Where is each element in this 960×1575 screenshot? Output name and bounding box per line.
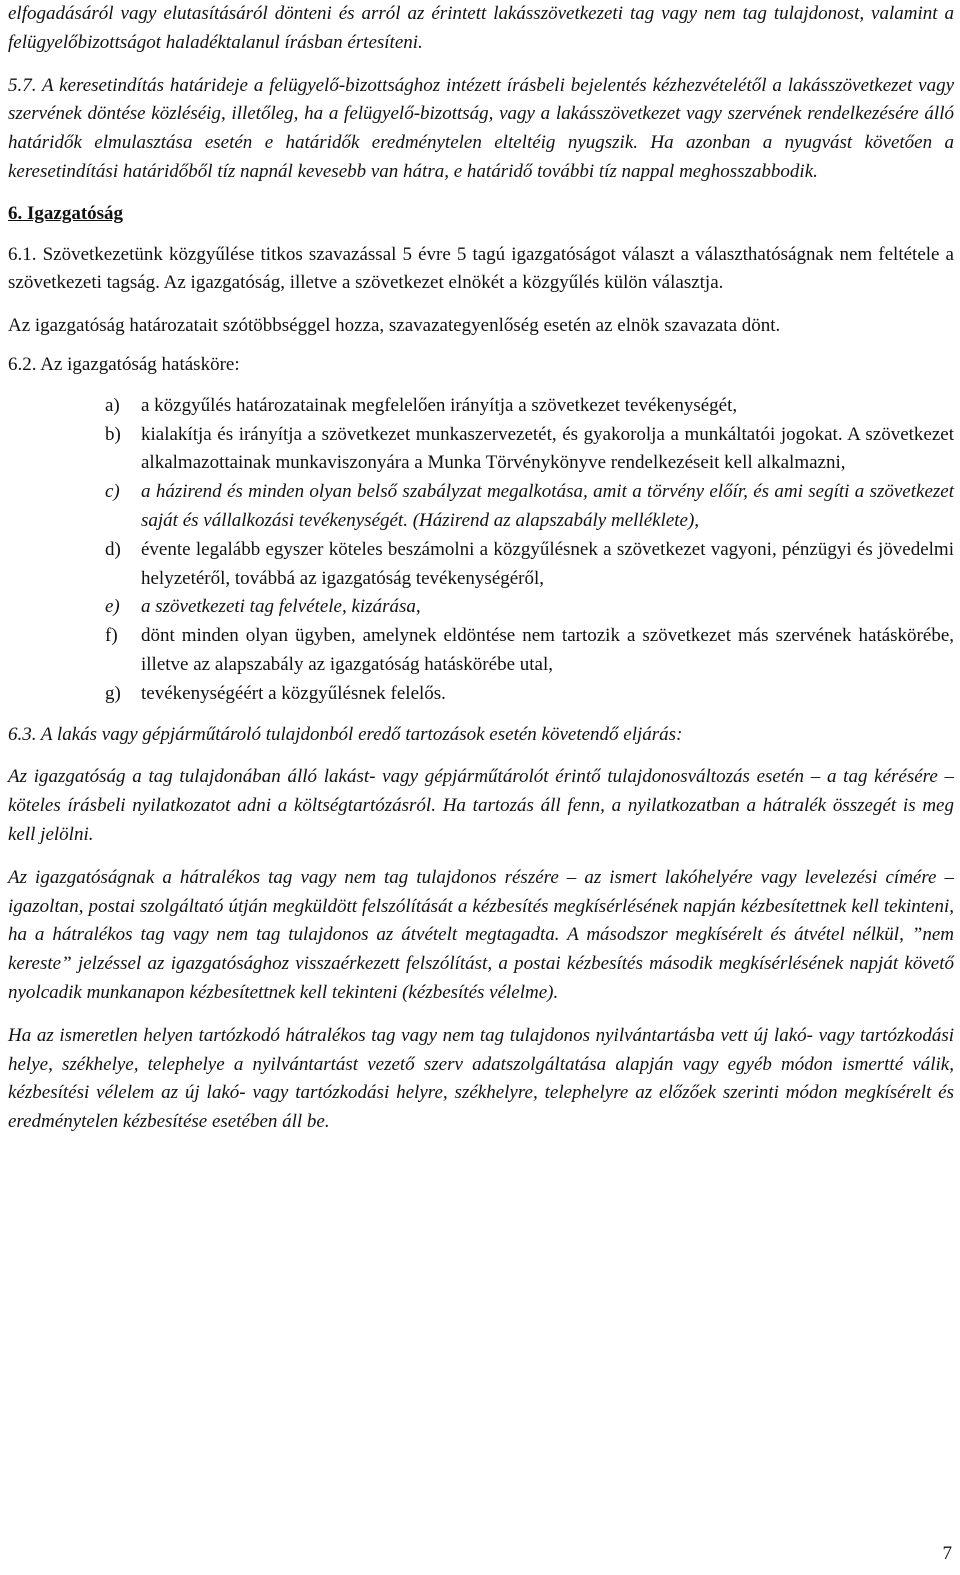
list-item xyxy=(8,536,954,594)
section-6-3-paragraph-3: Ha az ismeretlen helyen tartózkodó hátralékos tag vagy nem tag tulajdonos nyilvántartásba vett új lakó- vagy tartózkodási helye, székhelye, telephelye a nyilvántartást vezető szerv adatszolgáltatása alapján vagy egyéb módon ismertté válik, kézbesítési vélelem az új lakó- vagy tartózkodási helyre, székhelyre, telephelyre az előzőek szerinti módon megkísérelt és eredménytelen kézbesítése esetében áll be. xyxy=(8,1024,954,1133)
section-6-2-intro: 6.2. Az igazgatóság hatásköre: xyxy=(8,353,240,375)
list-item-marker: f) xyxy=(105,625,118,647)
list-item-text: a házirend és minden olyan belső szabályzat megalkotása, amit a törvény előír, és ami segíti a szövetkezet saját és vállalkozási tevékenységét. (Házirend az alapszabály melléklete), xyxy=(141,481,954,531)
page-number: 7 xyxy=(942,1543,952,1564)
list-item xyxy=(8,392,954,421)
section-6-1-paragraph: 6.1. Szövetkezetünk közgyűlése titkos szavazással 5 évre 5 tagú igazgatóságot választ a választhatóságnak nem feltétele a szövetkezeti tagság. Az igazgatóság, illetve a szövetkezet elnökét a közgyűlés külön választja. xyxy=(8,243,954,294)
list-item-text: a közgyűlés határozatainak megfelelően irányítja a szövetkezet tevékenységét, xyxy=(141,394,738,416)
list-item-text: kialakítja és irányítja a szövetkezet munkaszervezetét, és gyakorolja a munkáltatói jogokat. A szövetkezet alkalmazottainak munkaviszonyára a Munka Törvénykönyve rendelkezéseit kell alkalmazni, xyxy=(141,423,954,474)
list-item-marker: b) xyxy=(105,423,121,445)
list-item-marker: c) xyxy=(105,481,120,503)
list-item xyxy=(8,622,954,680)
list-item-text: dönt minden olyan ügyben, amelynek eldöntése nem tartozik a szövetkezet más szervének hatáskörébe, illetve az alapszabály az igazgatóság hatáskörébe utal, xyxy=(141,625,954,675)
section-6-1-voting-paragraph: Az igazgatóság határozatait szótöbbséggel hozza, szavazategyenlőség esetén az elnök szavazata dönt. xyxy=(8,315,781,337)
list-item-marker: d) xyxy=(105,538,121,560)
section-6-heading: 6. Igazgatóság xyxy=(8,202,124,224)
intro-continuation-paragraph: elfogadásáról vagy elutasításáról dönteni és arról az érintett lakásszövetkezeti tag vagy nem tag tulajdonost, valamint a felügyelőbizottságot haladéktalanul írásban értesíteni. xyxy=(8,3,954,53)
list-item xyxy=(8,421,954,479)
list-item xyxy=(8,680,954,709)
board-powers-list xyxy=(8,392,954,709)
section-6-3-paragraph-2: Az igazgatóságnak a hátralékos tag vagy nem tag tulajdonos részére – az ismert lakóhelyére vagy levelezési címére – igazoltan, postai szolgáltató útján megküldött felszólítását a kézbesítés megkísérlésének napján kézbesítettnek kell tekinteni, ha a hátralékos tag vagy nem tag tulajdonos az átvételt megtagadta. A másodszor megkísérelt és átvétel nélkül, ”nem kereste” jelzéssel az igazgatósághoz visszaérkezett felszólítást, a postai kézbesítés második megkísérlésének napját követő nyolcadik munkanapon kézbesítettnek kell tekinteni (kézbesítés vélelme). xyxy=(8,866,954,1003)
list-item-marker: e) xyxy=(105,596,120,618)
document-page xyxy=(8,0,954,1137)
list-item xyxy=(8,593,954,622)
list-item-marker: g) xyxy=(105,682,121,704)
section-6-3-title: 6.3. A lakás vagy gépjárműtároló tulajdonból eredő tartozások esetén követendő eljárás: xyxy=(8,723,683,745)
list-item-text: évente legalább egyszer köteles beszámolni a közgyűlésnek a szövetkezet vagyoni, pénzügyi és jövedelmi helyzetéről, továbbá az igazgatóság tevékenységéről, xyxy=(141,538,954,589)
list-item-marker: a) xyxy=(105,394,120,416)
list-item-text: a szövetkezeti tag felvétele, kizárása, xyxy=(141,596,421,618)
section-5-7-paragraph: 5.7. A keresetindítás határideje a felügyelő-bizottsághoz intézett írásbeli bejelentés kézhezvételétől a lakásszövetkezet vagy szervének döntése közléséig, illetőleg, ha a felügyelő-bizottság, vagy a lakásszövetkezet vagy szervének rendelkezésére álló határidők elmulasztása esetén e határidők eredménytelen elteltéig nyugszik. Ha azonban a nyugvást követően a keresetindítási határidőből tíz napnál kevesebb van hátra, e határidő további tíz nappal meghosszabbodik. xyxy=(8,74,954,182)
list-item-text: tevékenységéért a közgyűlésnek felelős. xyxy=(141,682,446,704)
list-item xyxy=(8,478,954,536)
section-6-3-paragraph-1: Az igazgatóság a tag tulajdonában álló lakást- vagy gépjárműtárolót érintő tulajdonosváltozás esetén – a tag kérésére – köteles írásbeli nyilatkozatot adni a költségtartózásról. Ha tartozás áll fenn, a nyilatkozatban a hátralék összegét is meg kell jelölni. xyxy=(8,766,954,845)
